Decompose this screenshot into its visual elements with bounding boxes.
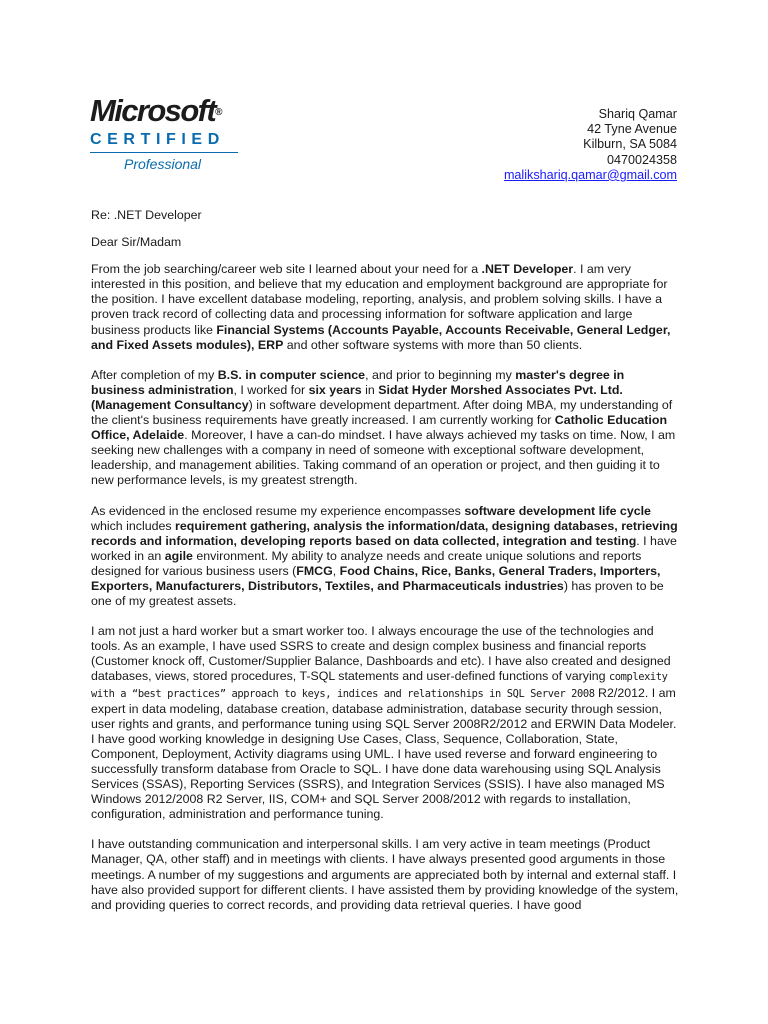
logo-divider	[90, 152, 238, 153]
sender-name: Shariq Qamar	[598, 107, 677, 121]
letter-body	[91, 208, 681, 913]
logo-certified: CERTIFIED	[90, 131, 225, 148]
sender-street: 42 Tyne Avenue	[587, 122, 677, 137]
sender-email-link[interactable]: malikshariq.qamar@gmail.com	[503, 167, 677, 182]
paragraph-4: I am not just a hard worker but a smart worker too. I always encourage the use of the technologies and tools. As an example, I have used SSRS to create and design complex business and financial reports (Customer knock off, Customer/Supplier Balance, Dashboards and etc). I have also created and designed databases, views, stored procedures, T-SQL statements and user-defined functions of varying complexity with a “best practices” approach to keys, indices and relationships in SQL Server 2008 R2/2012. I am expert in data modeling, database creation, database administration, database security through session, user rights and grants, and performance tuning using SQL Server 2008R2/2012 and ERWIN Data Modeler. I have good working knowledge in designing Use Cases, Class, Sequence, Collaboration, State, Component, Deployment, Activity diagrams using UML. I have used reverse and forward engineering to successfully transform database from Oracle to SQL. I have done data warehousing using SQL Analysis Services (SSAS), Reporting Services (SSRS), and Integration Services (SSIS). I have also managed MS Windows 2012/2008 R2 Server, IIS, COM+ and SQL Server 2008/2012 with regards to installation, configuration, administration and performance tuning.	[91, 624, 677, 822]
paragraph-1: From the job searching/career web site I learned about your need for a .NET Developer. I am very interested in this position, and believe that my education and employment background are appropriate for the position. I have excellent database modeling, reporting, analysis, and problem solving skills. I have a proven track record of collecting data and processing information for software application and large business products like Financial Systems (Accounts Payable, Accounts Receivable, General Ledger, and Fixed Assets modules), ERP and other software systems with more than 50 clients.	[91, 262, 671, 352]
paragraph-3: As evidenced in the enclosed resume my experience encompasses software development life cycle which includes requirement gathering, analysis the information/data, designing databases, retrieving records and information, developing reports based on data collected, integration and testing. I have worked in an agile environment. My ability to analyze needs and create unique solutions and reports designed for various business users (FMCG, Food Chains, Rice, Banks, General Traders, Importers, Exporters, Manufacturers, Distributors, Textiles, and Pharmaceuticals industries) has proven to be one of my greatest assets.	[91, 503, 678, 609]
sender-address-block	[504, 107, 677, 183]
microsoft-certified-logo	[90, 95, 250, 173]
paragraph-5: I have outstanding communication and interpersonal skills. I am very active in team meetings (Product Manager, QA, other staff) and in meetings with clients. I have always presented good arguments in those meetings. A number of my suggestions and arguments are appreciated both by internal and external staff. I have also provided support for different clients. I have assisted them by providing knowledge of the system, and providing queries to correct records, and providing data retrieval queries. I have good	[91, 837, 679, 912]
paragraph-2: After completion of my B.S. in computer science, and prior to beginning my master's degree in business administration, I worked for six years in Sidat Hyder Morshed Associates Pvt. Ltd. (Management Consultancy) in software development department. After doing MBA, my understanding of the client's business requirements have greatly increased. I am currently working for Catholic Education Office, Adelaide. Moreover, I have a can-do mindset. I have always achieved my tasks on time. Now, I am seeking new challenges with a company in need of someone with exceptional software development, leadership, and management abilities. Taking command of an operation or project, and then guiding it to new performance levels, is my greatest strength.	[91, 367, 676, 488]
logo-brand: Microsoft®	[90, 93, 223, 128]
salutation: Dear Sir/Madam	[91, 235, 182, 250]
sender-city: Kilburn, SA 5084	[583, 137, 677, 152]
logo-level: Professional	[124, 156, 202, 172]
sender-phone: 0470024358	[606, 152, 677, 167]
subject-line: Re: .NET Developer	[91, 208, 202, 222]
